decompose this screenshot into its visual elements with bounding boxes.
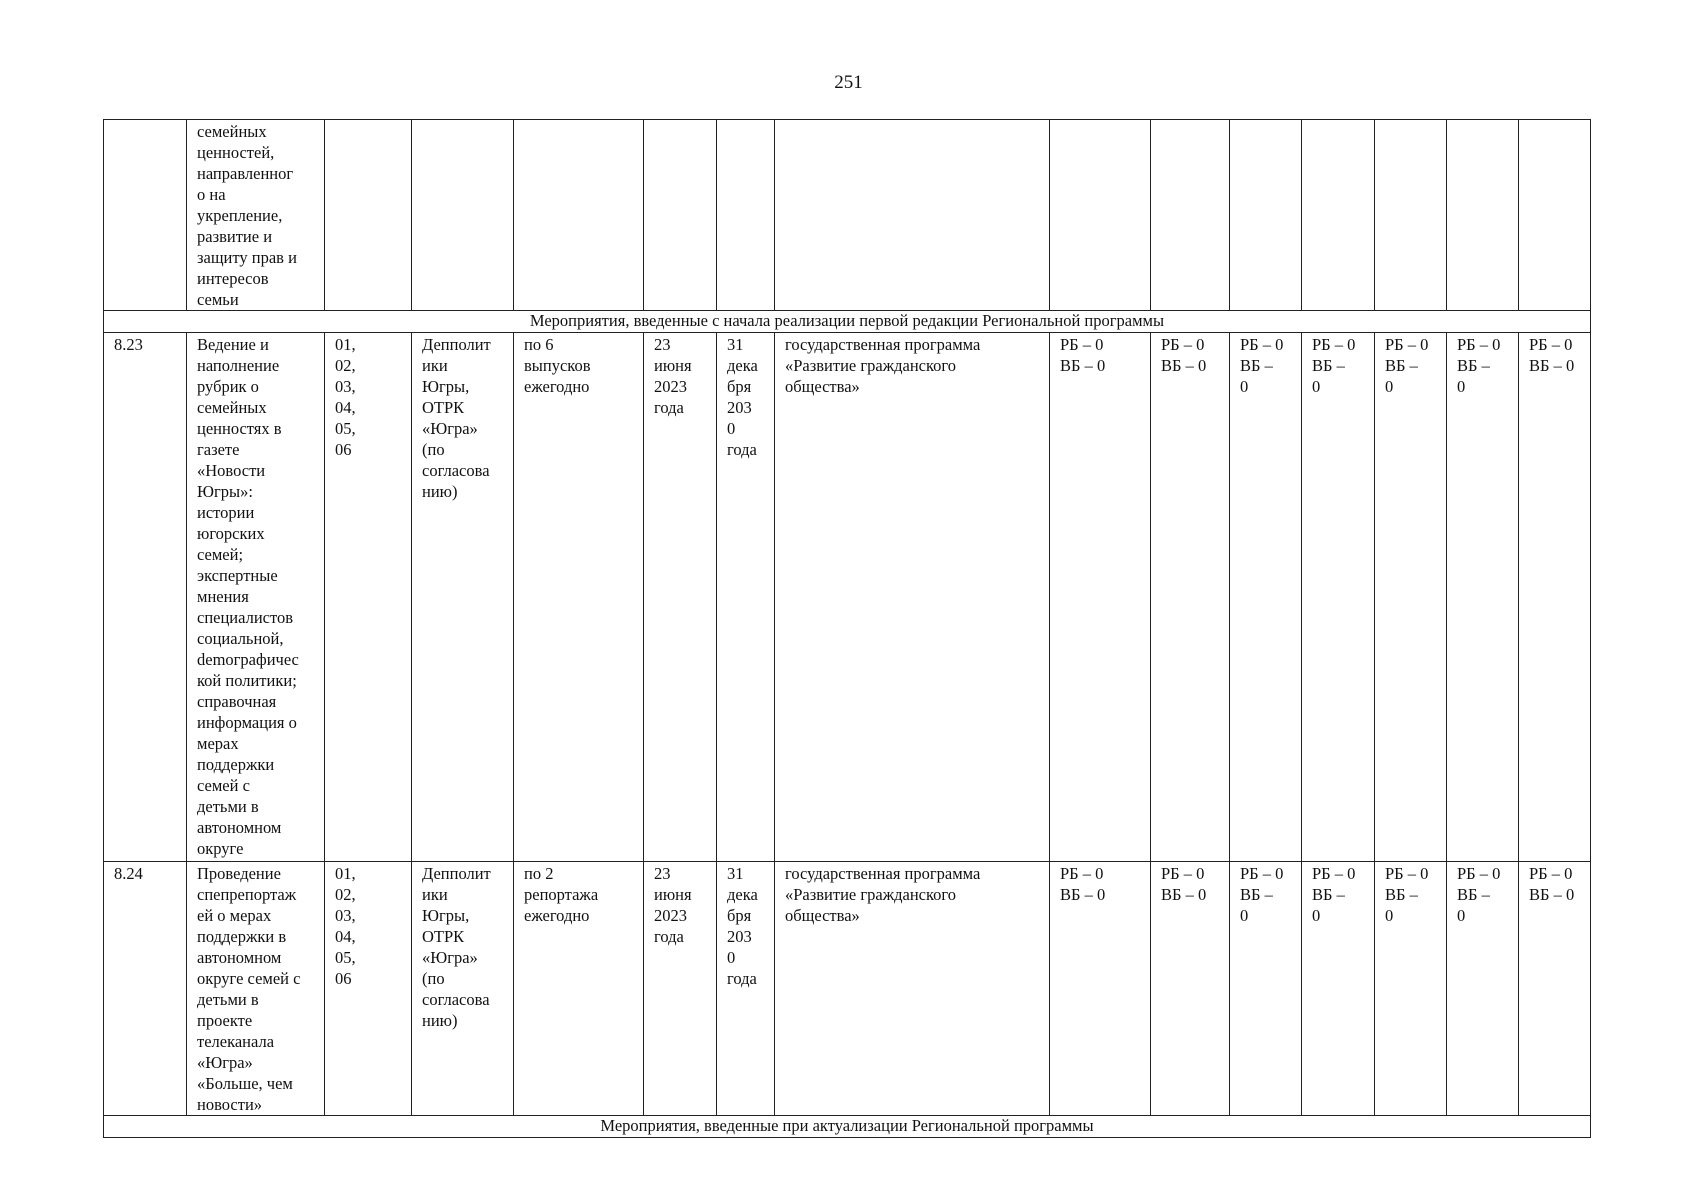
row-funding-1: РБ – 0 ВБ – 0	[1050, 333, 1151, 862]
row-funding-7: РБ – 0 ВБ – 0	[1519, 333, 1591, 862]
continuation-row	[104, 120, 1591, 311]
row-end: 31 дека бря 203 0 года	[717, 333, 775, 862]
row-number: 8.24	[104, 862, 187, 1116]
row-start: 23 июня 2023 года	[644, 862, 717, 1116]
row-start: 23 июня 2023 года	[644, 333, 717, 862]
row-program: государственная программа «Развитие гражданского общества»	[775, 333, 1050, 862]
row-result: по 6 выпусков ежегодно	[514, 333, 644, 862]
cell-end	[717, 120, 775, 311]
cell-result	[514, 120, 644, 311]
page-number: 251	[834, 72, 863, 93]
cell-funding-7	[1519, 120, 1591, 311]
table-row	[104, 333, 1591, 862]
section-header-row	[104, 311, 1591, 333]
cell-name: семейных ценностей, направленног о на укрепление, развитие и защиту прав и интересов семьи	[187, 120, 325, 311]
row-name: Ведение и наполнение рубрик о семейных ценностях в газете «Новости Югры»: истории югорских семей; экспертные мнения специалистов социальной, demoграфичес кой политики; справочная информация о мерах поддержки семей с детьми в автономном округе	[187, 333, 325, 862]
measures-table	[103, 119, 1591, 1138]
row-executor: Депполит ики Югры, ОТРК «Югра» (по согласова нию)	[412, 333, 514, 862]
row-executor: Депполит ики Югры, ОТРК «Югра» (по согласова нию)	[412, 862, 514, 1116]
row-funding-5: РБ – 0 ВБ – 0	[1375, 333, 1447, 862]
row-funding-2: РБ – 0 ВБ – 0	[1151, 333, 1230, 862]
row-funding-6: РБ – 0 ВБ – 0	[1447, 862, 1519, 1116]
cell-number	[104, 120, 187, 311]
cell-funding-5	[1375, 120, 1447, 311]
row-funding-7: РБ – 0 ВБ – 0	[1519, 862, 1591, 1116]
cell-codes	[325, 120, 412, 311]
cell-program	[775, 120, 1050, 311]
cell-funding-4	[1302, 120, 1375, 311]
cell-funding-1	[1050, 120, 1151, 311]
cell-funding-2	[1151, 120, 1230, 311]
row-name: Проведение спепрепортаж ей о мерах поддержки в автономном округе семей с детьми в проекте телеканала «Югра» «Больше, чем новости»	[187, 862, 325, 1116]
row-program: государственная программа «Развитие гражданского общества»	[775, 862, 1050, 1116]
section-header-row	[104, 1116, 1591, 1138]
row-funding-3: РБ – 0 ВБ – 0	[1230, 333, 1302, 862]
row-funding-1: РБ – 0 ВБ – 0	[1050, 862, 1151, 1116]
section-title: Мероприятия, введенные при актуализации Региональной программы	[104, 1116, 1591, 1138]
row-codes: 01, 02, 03, 04, 05, 06	[325, 862, 412, 1116]
table-row	[104, 862, 1591, 1116]
row-number: 8.23	[104, 333, 187, 862]
row-funding-2: РБ – 0 ВБ – 0	[1151, 862, 1230, 1116]
row-funding-5: РБ – 0 ВБ – 0	[1375, 862, 1447, 1116]
row-funding-3: РБ – 0 ВБ – 0	[1230, 862, 1302, 1116]
cell-executor	[412, 120, 514, 311]
row-codes: 01, 02, 03, 04, 05, 06	[325, 333, 412, 862]
row-end: 31 дека бря 203 0 года	[717, 862, 775, 1116]
section-title: Мероприятия, введенные с начала реализации первой редакции Региональной программы	[104, 311, 1591, 333]
cell-funding-3	[1230, 120, 1302, 311]
row-funding-4: РБ – 0 ВБ – 0	[1302, 333, 1375, 862]
cell-funding-6	[1447, 120, 1519, 311]
row-funding-6: РБ – 0 ВБ – 0	[1447, 333, 1519, 862]
cell-start	[644, 120, 717, 311]
row-result: по 2 репортажа ежегодно	[514, 862, 644, 1116]
row-funding-4: РБ – 0 ВБ – 0	[1302, 862, 1375, 1116]
